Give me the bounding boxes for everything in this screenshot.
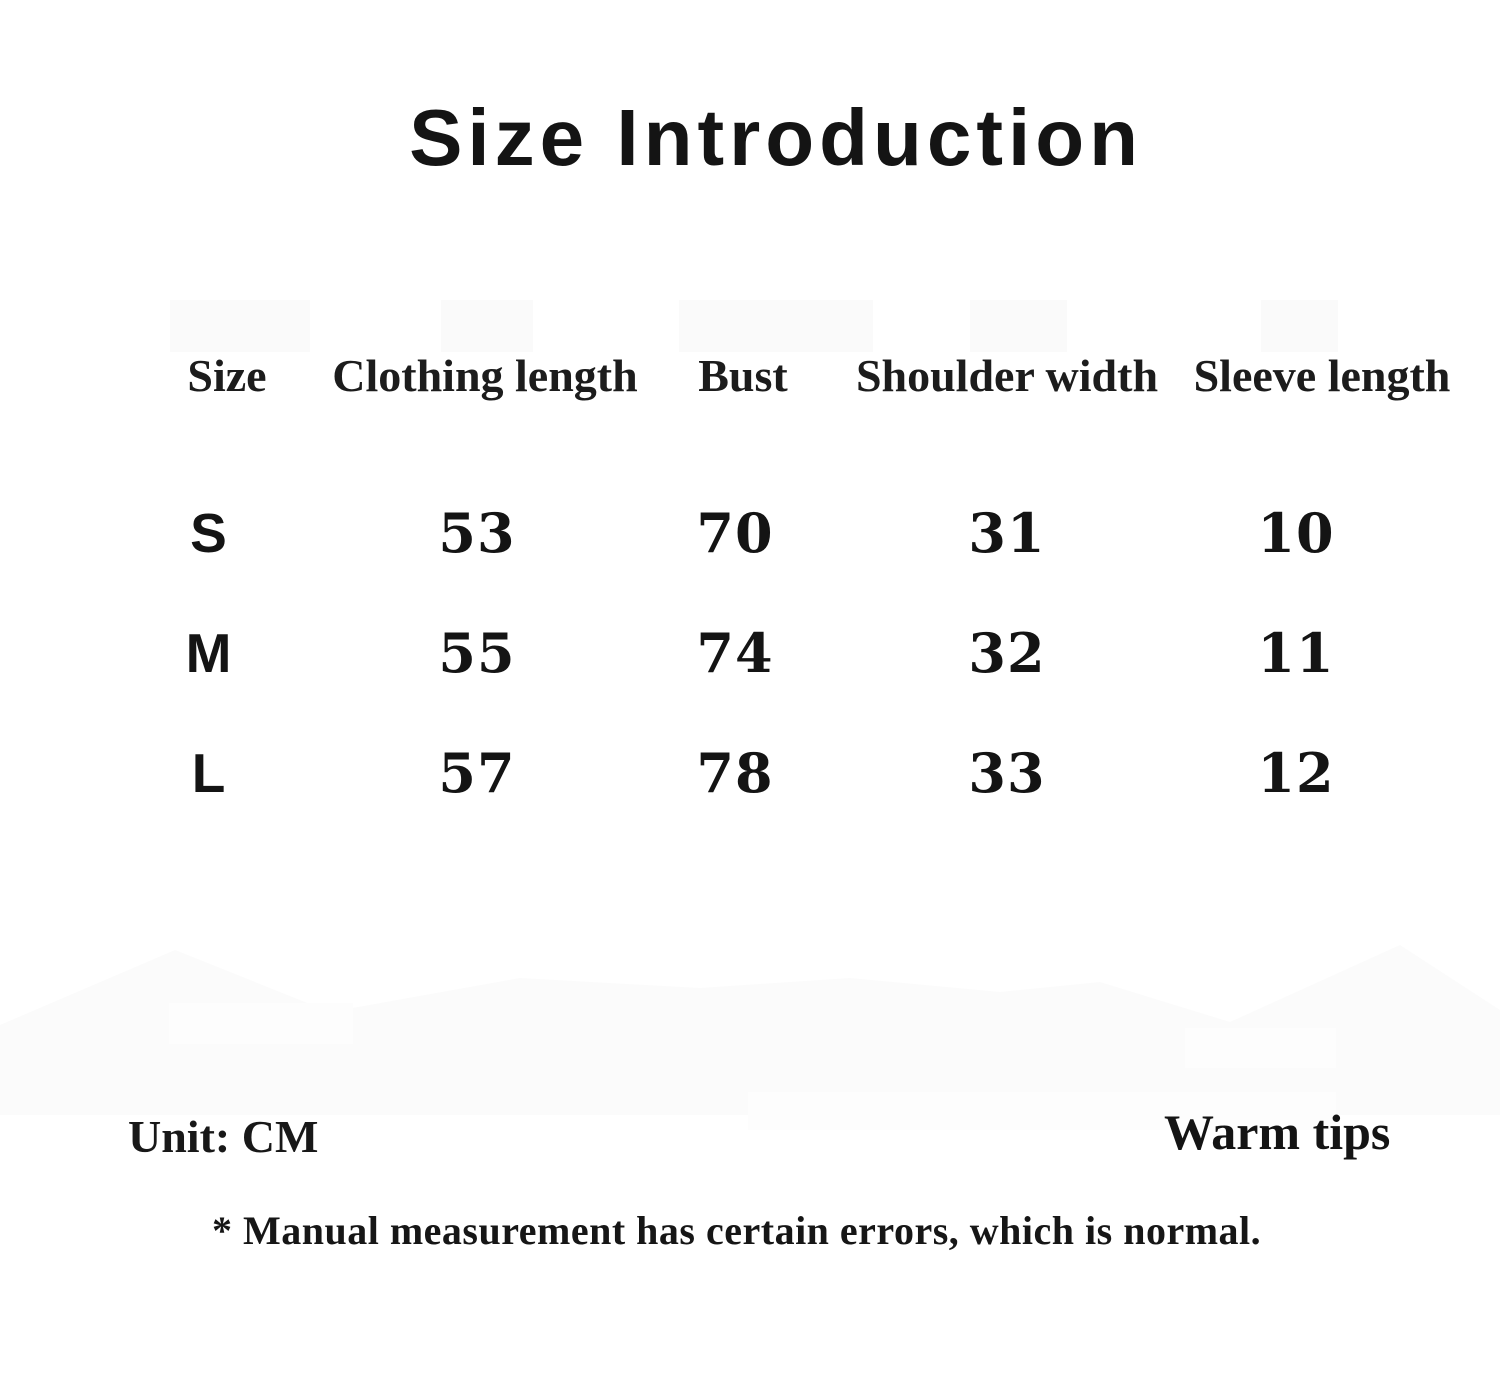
clothing-length-value: 53	[438, 501, 516, 565]
shoulder-width-value: 33	[968, 741, 1046, 805]
bust-value: 78	[696, 741, 774, 805]
column-header-size: Size	[187, 350, 267, 401]
shoulder-width-value: 31	[968, 501, 1046, 565]
watermark-artifact	[970, 300, 1067, 352]
clothing-length-value: 55	[438, 621, 516, 685]
bust-value: 70	[696, 501, 774, 565]
watermark-artifact	[679, 300, 873, 352]
table-header-row	[130, 348, 1470, 404]
watermark-artifact	[441, 300, 533, 352]
table-row-s	[130, 500, 1470, 566]
sleeve-length-value: 10	[1257, 501, 1335, 565]
watermark-artifact	[169, 1003, 353, 1044]
watermark-artifact	[1185, 1028, 1336, 1068]
watermark-artifact	[1261, 300, 1338, 352]
clothing-length-value: 57	[438, 741, 516, 805]
size-cell: L	[191, 742, 227, 804]
table-row-l	[130, 740, 1470, 806]
watermark-artifact	[170, 300, 310, 352]
column-header-clothing-length: Clothing length	[332, 350, 638, 401]
unit-label: Unit: CM	[128, 1111, 319, 1162]
table-row-m	[130, 620, 1470, 686]
page-title: Size Introduction	[409, 92, 1143, 182]
size-cell: S	[190, 502, 228, 564]
size-cell: M	[185, 622, 233, 684]
shoulder-width-value: 32	[968, 621, 1046, 685]
bust-value: 74	[696, 621, 774, 685]
column-header-shoulder-width: Shoulder width	[855, 350, 1159, 401]
measurement-disclaimer: * Manual measurement has certain errors, which is normal.	[212, 1208, 1262, 1253]
column-header-bust: Bust	[698, 350, 788, 401]
sleeve-length-value: 12	[1257, 741, 1335, 805]
warm-tips-heading: Warm tips	[1164, 1104, 1391, 1160]
sleeve-length-value: 11	[1257, 621, 1335, 685]
column-header-sleeve-length: Sleeve length	[1193, 350, 1451, 401]
